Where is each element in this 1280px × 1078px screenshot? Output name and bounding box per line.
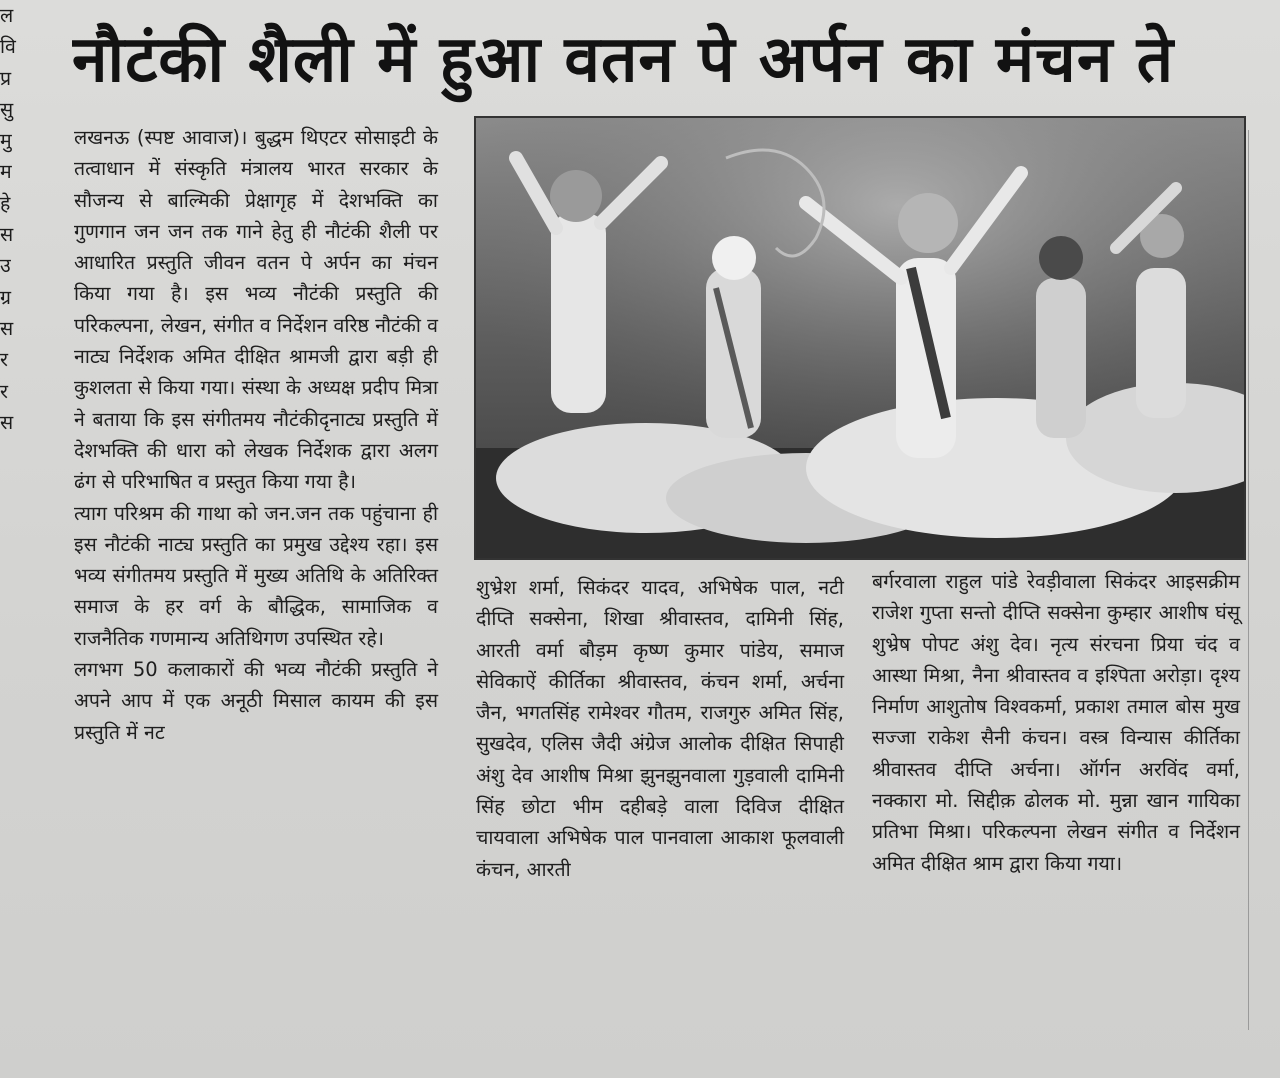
article-column-3: बर्गरवाला राहुल पांडे रेवड़ीवाला सिकंदर आइसक्रीम राजेश गुप्ता सन्तो दीप्ति सक्सेना कुम्हार आशीष घंसू शुभ्रेष पोपट अंशु देव। नृत्य संरचना प्रिया चंद व आस्था मिश्रा, नैना श्रीवास्तव व इश्पिता अरोड़ा। दृश्य निर्माण आशुतोष विश्वकर्मा, प्रकाश तमाल बोस मुख सज्जा राकेश सैनी कंचन। वस्त्र विन्यास कीर्तिका श्रीवास्तव दीप्ति अर्चना। ऑर्गन अरविंद वर्मा, नक्कारा मो. सिद्दीक़ ढोलक मो. मुन्ना खान गायिका प्रतिभा मिश्रा। परिकल्पना लेखन संगीत व निर्देशन अमित दीक्षित श्राम द्वारा किया गया। xyxy=(872,570,1240,875)
paragraph-artists: लगभग 50 कलाकारों की भव्य नौटंकी प्रस्तुति ने अपने आप में एक अनूठी मिसाल कायम की इस प्रस्तुति में नट xyxy=(74,658,438,744)
fragment-line: उ xyxy=(0,254,11,278)
fragment-line: सु xyxy=(0,97,14,121)
headline: नौटंकी शैली में हुआ वतन पे अर्पन का मंचन ते xyxy=(72,23,1175,97)
fragment-line: ग्र xyxy=(0,285,11,309)
fragment-line: र xyxy=(0,348,8,372)
fragment-line: वि xyxy=(0,35,16,59)
fragment-line: म xyxy=(0,160,12,184)
fragment-line: स xyxy=(0,410,14,434)
column-divider xyxy=(1248,130,1249,1030)
paragraph-intro: लखनऊ (स्पष्ट आवाज)। बुद्धम थिएटर सोसाइटी के तत्वाधान में संस्कृति मंत्रालय भारत सरकार के सौजन्य से बाल्मिकी प्रेक्षागृह में देशभक्ति का गुणगान जन जन तक गाने हेतु ही नौटंकी शैली पर आधारित प्रस्तुति जीवन वतन पे अर्पन का मंचन किया गया है। इस भव्य नौटंकी प्रस्तुति की परिकल्पना, लेखन, संगीत व निर्देशन वरिष्ठ नौटंकी व नाट्य निर्देशक अमित दीक्षित श्रामजी द्वारा बड़ी ही कुशलता से किया गया। संस्था के अध्यक्ष प्रदीप मित्रा ने बताया कि इस संगीतमय नौटंकीदृनाट्य प्रस्तुति में देशभक्ति की धारा को लेखक निर्देशक द्वारा अलग ढंग से परिभाषित व प्रस्तुत किया गया है। xyxy=(74,126,438,494)
next-article-fragment xyxy=(0,0,18,438)
fragment-line: स xyxy=(0,316,14,340)
performance-photo xyxy=(474,116,1246,560)
fragment-line: मु xyxy=(0,129,12,153)
article-column-1 xyxy=(74,122,438,748)
fragment-line: स xyxy=(0,223,14,247)
fragment-line: हे xyxy=(0,191,11,215)
article-column-2: शुभ्रेश शर्मा, सिकंदर यादव, अभिषेक पाल, नटी दीप्ति सक्सेना, शिखा श्रीवास्तव, दामिनी सिंह, आरती वर्मा बौड़म कृष्ण कुमार पांडेय, समाज सेविकाऐं कीर्तिका श्रीवास्तव, कंचन शर्मा, अर्चना जैन, भगतसिंह रामेश्वर गौतम, राजगुरु अमित सिंह, सुखदेव, एलिस जैदी अंग्रेज आलोक दीक्षित सिपाही अंशु देव आशीष मिश्रा झुनझुनवाला गुड़वाली दामिनी सिंह छोटा भीम दहीबड़े वाला दिविज दीक्षित चायवाला अभिषेक पाल पानवाला आकाश फूलवाली कंचन, आरती xyxy=(476,576,844,881)
fragment-line: र xyxy=(0,379,8,403)
fragment-line: प्र xyxy=(0,66,12,90)
fragment-line: ल xyxy=(0,4,14,27)
paragraph-purpose: त्याग परिश्रम की गाथा को जन.जन तक पहुंचाना ही इस नौटंकी नाट्य प्रस्तुति का प्रमुख उद्देश्य रहा। इस भव्य संगीतमय प्रस्तुति में मुख्य अतिथि के अतिरिक्त समाज के हर वर्ग के बौद्धिक, सामाजिक व राजनैतिक गणमान्य अतिथिगण उपस्थित रहे। xyxy=(74,501,438,650)
